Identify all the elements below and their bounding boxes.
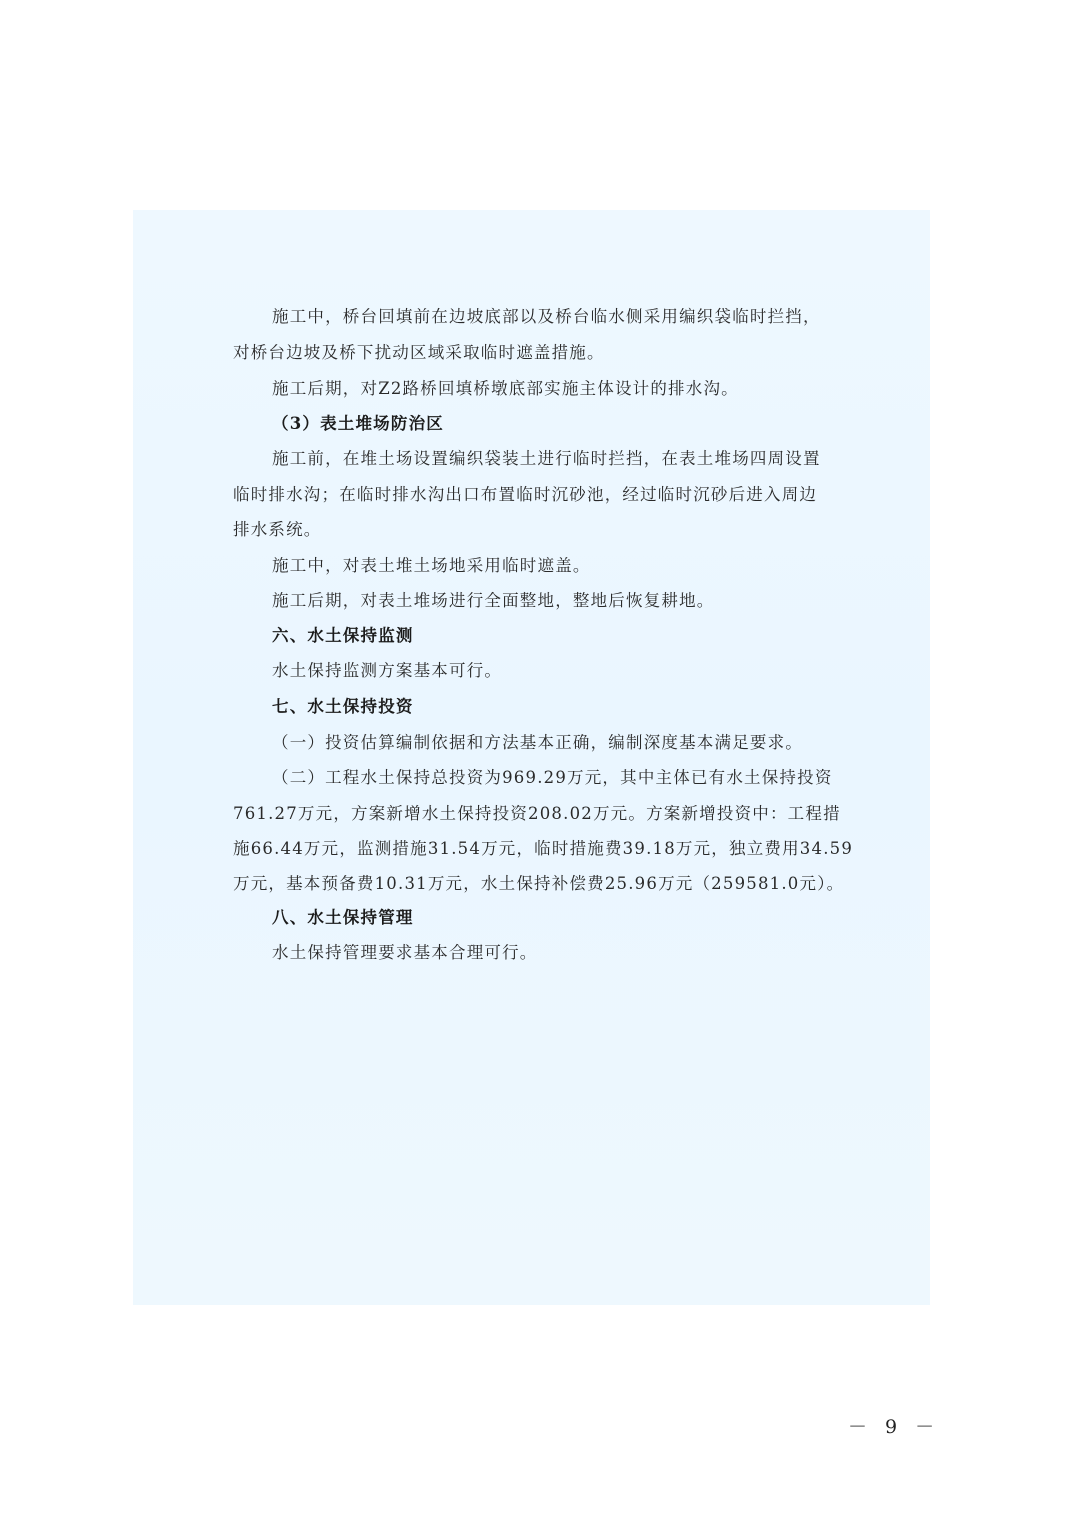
section-heading-8: 八、水土保持管理 xyxy=(272,908,414,927)
scanned-page-area xyxy=(133,210,930,1305)
paragraph-line: 水土保持管理要求基本合理可行。 xyxy=(272,943,538,962)
paragraph-line: 万元，基本预备费10.31万元，水土保持补偿费25.96万元（259581.0元）。 xyxy=(233,874,845,893)
section-heading-3: （3）表土堆场防治区 xyxy=(272,414,444,433)
section-heading-6: 六、水土保持监测 xyxy=(272,626,414,645)
paragraph-line: 水土保持监测方案基本可行。 xyxy=(272,661,503,680)
paragraph-line: 临时排水沟；在临时排水沟出口布置临时沉砂池，经过临时沉砂后进入周边 xyxy=(233,485,818,504)
page-number: － 9 － xyxy=(848,1416,941,1438)
paragraph-line: 施工前，在堆土场设置编织袋装土进行临时拦挡，在表土堆场四周设置 xyxy=(272,449,821,468)
paragraph-line: 施66.44万元，监测措施31.54万元，临时措施费39.18万元，独立费用34.59 xyxy=(233,839,854,858)
paragraph-line: 施工中，桥台回填前在边坡底部以及桥台临水侧采用编织袋临时拦挡， xyxy=(272,307,821,326)
paragraph-line: 施工中，对表土堆土场地采用临时遮盖。 xyxy=(272,556,591,575)
paragraph-line: （二）工程水土保持总投资为969.29万元，其中主体已有水土保持投资 xyxy=(272,768,833,787)
section-heading-7: 七、水土保持投资 xyxy=(272,697,414,716)
paragraph-line: 761.27万元，方案新增水土保持投资208.02万元。方案新增投资中：工程措 xyxy=(233,804,841,823)
paragraph-line: 对桥台边坡及桥下扰动区域采取临时遮盖措施。 xyxy=(233,343,605,362)
paragraph-line: 施工后期，对Z2路桥回填桥墩底部实施主体设计的排水沟。 xyxy=(272,379,739,398)
paragraph-line: （一）投资估算编制依据和方法基本正确，编制深度基本满足要求。 xyxy=(272,733,803,752)
paragraph-line: 排水系统。 xyxy=(233,520,322,539)
paragraph-line: 施工后期，对表土堆场进行全面整地，整地后恢复耕地。 xyxy=(272,591,715,610)
